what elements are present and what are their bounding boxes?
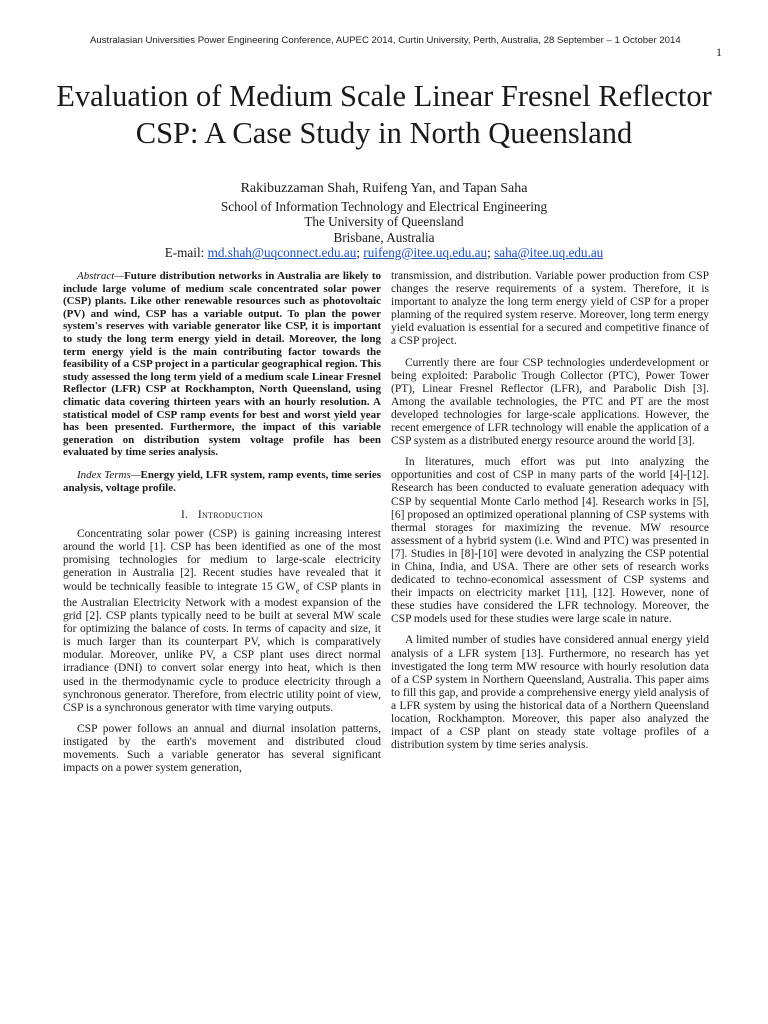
paper-title — [30, 78, 738, 152]
index-terms-label: Index Terms— — [77, 468, 141, 481]
page-number: 1 — [716, 45, 722, 59]
email-separator: ; — [487, 245, 491, 260]
author-school: School of Information Technology and Electrical Engineering — [220, 198, 548, 214]
abstract-text: Future distribution networks in Australia are likely to include large volume of medium scale concentrated solar power (CSP) plants. Like other renewable resources such as photovoltaic (PV) and wind, CSP has a variable output. To plan the power system's reserves with variable generator like CSP, it is important to study the long term energy yield in detail. Moreover, the long term energy yield is the main contributing factor towards the feasibility of a CSP project in a particular geographical region. This study assessed the long term yield of a medium scale Linear Fresnel Reflector (LFR) CSP at Rockhampton, North Queensland, using climatic data covering thirteen years with an hourly resolution. A statistical model of CSP ramp events for best and worst yield year has been presented. Furthermore, the impact of this variable generation on distribution system voltage profile has been evaluated by time series analysis. — [63, 270, 381, 459]
author-emails — [0, 245, 768, 261]
title-line-2: CSP: A Case Study in North Queensland — [135, 116, 633, 150]
body-paragraph: transmission, and distribution. Variable power production from CSP changes the reserve requirements of a system. Therefore, it is important to analyze the long term energy yield of CSP for a proper planning of the required system reserve. Moreover, long term energy yield evaluation is essential for a secured and competitive finance of a CSP project. — [391, 270, 709, 348]
right-column — [391, 270, 709, 752]
email-separator: ; — [356, 245, 360, 260]
body-paragraph — [63, 528, 381, 715]
index-terms — [63, 469, 381, 494]
email-link-yan[interactable]: ruifeng@itee.uq.edu.au — [363, 245, 488, 260]
author-location: Brisbane, Australia — [333, 229, 435, 245]
email-link-saha[interactable]: saha@itee.uq.edu.au — [494, 245, 604, 260]
body-paragraph: A limited number of studies have considered annual energy yield analysis of a LFR system [13]. Furthermore, no research has yet investigated the long term MW resource with hourly resolution data of a CSP system in Northern Queensland, Australia. This paper aims to fill this gap, and provide a comprehensive energy yield analysis of a LFR system by using the historical data of a Northern Queensland location, Rockhampton. Moreover, this paper also analyzed the impact of a CSP plant on steady state voltage profiles of a distribution system by time series analysis. — [391, 634, 709, 752]
section-heading-introduction — [63, 509, 381, 522]
body-paragraph: CSP power follows an annual and diurnal insolation patterns, instigated by the earth's movement and distributed cloud movements. Such a variable generator has several significant impacts on a power system generation, — [63, 722, 381, 775]
subscript: e — [295, 585, 300, 595]
author-block — [0, 181, 768, 261]
email-link-shah[interactable]: md.shah@uqconnect.edu.au — [207, 245, 357, 260]
body-text: Concentrating solar power (CSP) is gaining increasing interest around the world [1]. CSP has been identified as one of the most promising technologies for medium to large-scale electricity generation in Australia [2]. Recent studies have revealed that it would be technically feasible to integrate 15 GW — [63, 528, 381, 593]
title-line-1: Evaluation of Medium Scale Linear Fresnel Reflector — [56, 79, 712, 113]
abstract-label: Abstract— — [77, 270, 125, 282]
abstract — [63, 270, 381, 459]
index-terms-text: Energy yield, LFR system, ramp events, time series analysis, voltage profile. — [63, 468, 381, 494]
author-names: Rakibuzzaman Shah, Ruifeng Yan, and Tapan Saha — [240, 181, 528, 196]
body-text: of CSP plants in the Australian Electricity Network with a modest expansion of the grid [2]. CSP plants typically need to be built at several MW scale for optimizing the balance of costs. In terms of capacity and size, it is much larger than its counterpart PV, which is comparatively modular. Moreover, unlike PV, a CSP plant uses direct normal irradiance (DNI) to convert solar energy into heat, which is then used in the thermodynamic cycle to produce electricity through a synchronous generator. Therefore, from electric utility point of view, CSP is a synchronous generator with time varying outputs. — [63, 580, 381, 714]
author-university: The University of Queensland — [304, 214, 464, 229]
email-label: E-mail: — [164, 245, 205, 260]
section-title: Introduction — [197, 509, 264, 522]
left-column — [63, 270, 381, 775]
body-paragraph: Currently there are four CSP technologies underdevelopment or being exploited: Parabolic Trough Collector (PTC), Power Tower (PT), Linear Fresnel Reflector (LFR), and Parabolic Dish [3]. Among the available technologies, the PTC and PT are the most developed technologies for large-scale applications. However, the recent emergence of LFR technology will enable the application of a CSP system as a distributed energy resource around the world [3]. — [391, 356, 709, 448]
section-numeral: I. — [180, 509, 189, 522]
running-header: Australasian Universities Power Engineering Conference, AUPEC 2014, Curtin University, Perth, Australia, 28 September – 1 October 2014 — [90, 35, 681, 46]
body-paragraph: In literatures, much effort was put into analyzing the opportunities and cost of CSP in many parts of the world [4]-[12]. Research has been conducted to evaluate generation adequacy with CSP by sequential Monte Carlo method [4]. Research works in [5], [6] proposed an optimized operational planning of CSP systems with thermal storages for maximizing the revenue. MW resource assessment of a hybrid system (i.e. Wind and PTC) was presented in [7]. Studies in [8]-[10] were devoted in analyzing the CSP potential in China, India, and USA. There are other sets of research works dedicated to techno-economical assessment of CSP systems and their impacts on electricity market [11], [12]. However, none of these studies have considered the LFR technology. Moreover, the CSP models used for these studies were large scale in nature. — [391, 456, 709, 626]
